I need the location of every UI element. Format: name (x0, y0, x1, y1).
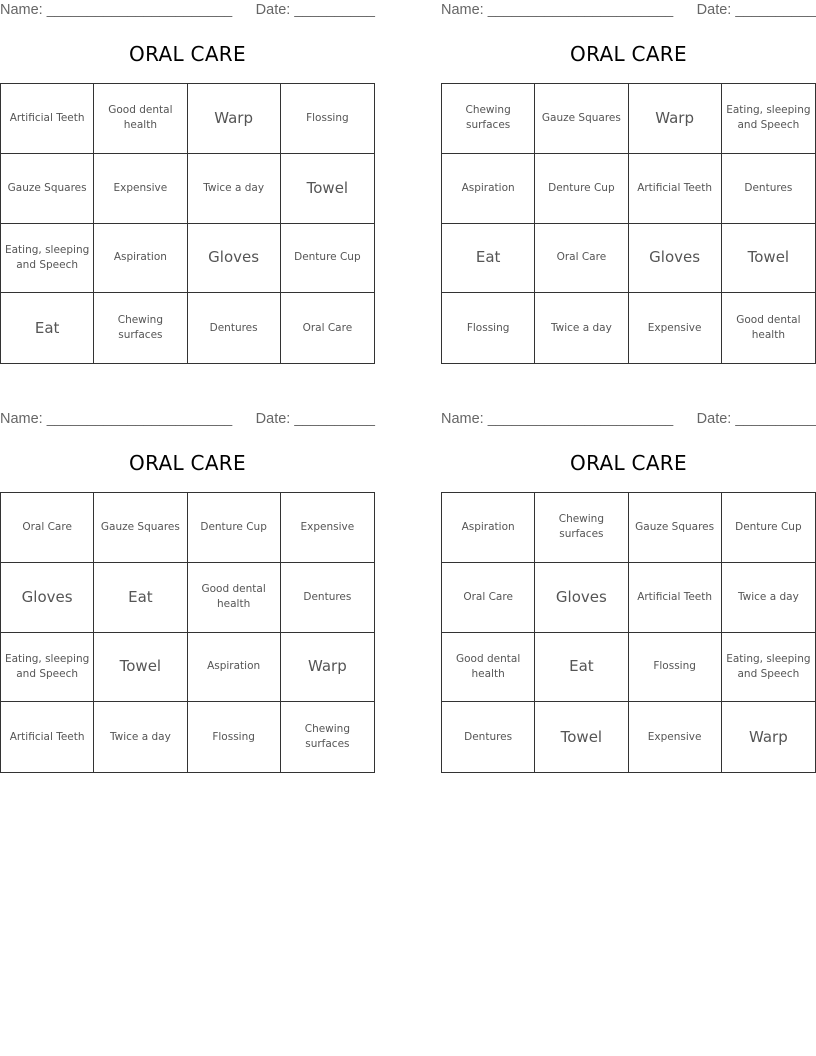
date-field: Date: __________ (255, 2, 375, 18)
bingo-grid (441, 83, 816, 364)
date-field: Date: __________ (255, 411, 375, 427)
bingo-cell: Towel (535, 702, 628, 772)
name-field: Name: _______________________ (441, 2, 674, 18)
bingo-cell: Chewing surfaces (535, 493, 628, 563)
card-title: ORAL CARE (570, 42, 687, 66)
bingo-cell: Twice a day (188, 154, 281, 224)
bingo-cell: Gloves (1, 563, 94, 633)
bingo-cell: Artificial Teeth (629, 563, 722, 633)
bingo-cell: Artificial Teeth (629, 154, 722, 224)
card-title: ORAL CARE (129, 451, 246, 475)
bingo-cell: Gauze Squares (94, 493, 187, 563)
bingo-cell: Warp (281, 633, 374, 703)
bingo-cell: Oral Care (1, 493, 94, 563)
bingo-cell: Oral Care (442, 563, 535, 633)
bingo-cell: Flossing (281, 84, 374, 154)
bingo-cell: Dentures (188, 293, 281, 363)
bingo-grid (441, 492, 816, 773)
bingo-cell: Gauze Squares (535, 84, 628, 154)
bingo-cell: Warp (748, 727, 788, 746)
bingo-cell: Aspiration (442, 493, 535, 563)
bingo-cell: Oral Care (302, 321, 353, 334)
bingo-cell: Artificial Teeth (1, 702, 94, 772)
bingo-cell: Expensive (629, 702, 722, 772)
bingo-cell: Good dental health (736, 314, 801, 342)
card-header (0, 0, 375, 22)
bingo-cell: Dentures (281, 563, 374, 633)
bingo-cell: Warp (629, 84, 722, 154)
card-header (0, 409, 375, 431)
bingo-cell: Aspiration (188, 633, 281, 703)
bingo-cell: Warp (188, 84, 281, 154)
bingo-cell: Chewing surfaces (442, 84, 535, 154)
date-field: Date: __________ (696, 411, 816, 427)
bingo-cell: Eat (1, 293, 94, 363)
bingo-grid (0, 83, 375, 364)
bingo-cell: Gauze Squares (629, 493, 722, 563)
bingo-cell: Flossing (188, 702, 281, 772)
bingo-cell: Twice a day (94, 702, 187, 772)
bingo-cell: Twice a day (535, 293, 628, 363)
bingo-cell: Twice a day (722, 563, 815, 633)
card-title: ORAL CARE (570, 451, 687, 475)
bingo-cell: Towel (722, 224, 815, 294)
bingo-card (441, 0, 816, 342)
bingo-cell: Expensive (281, 493, 374, 563)
bingo-cell: Chewing surfaces (94, 293, 187, 363)
bingo-cell: Flossing (442, 293, 535, 363)
card-header (441, 0, 816, 22)
bingo-card (441, 409, 816, 746)
bingo-cell: Eat (442, 224, 535, 294)
bingo-cell: Gloves (535, 563, 628, 633)
bingo-cell: Gloves (188, 224, 281, 294)
bingo-cell: Artificial Teeth (1, 84, 94, 154)
bingo-cell: Aspiration (442, 154, 535, 224)
bingo-cell: Oral Care (535, 224, 628, 294)
name-field: Name: _______________________ (0, 411, 233, 427)
bingo-cell: Good dental health (94, 84, 187, 154)
bingo-cell: Aspiration (94, 224, 187, 294)
bingo-cell: Flossing (629, 633, 722, 703)
bingo-cell: Chewing surfaces (304, 723, 351, 751)
bingo-cell: Eat (535, 633, 628, 703)
bingo-cell: Eating, sleeping and Speech (1, 224, 94, 294)
card-header (441, 409, 816, 431)
bingo-cell: Dentures (442, 702, 535, 772)
bingo-cell: Eating, sleeping and Speech (1, 633, 94, 703)
bingo-cell: Gauze Squares (1, 154, 94, 224)
name-field: Name: _______________________ (441, 411, 674, 427)
card-title: ORAL CARE (129, 42, 246, 66)
bingo-card (0, 0, 375, 342)
bingo-cell: Eating, sleeping and Speech (722, 633, 815, 703)
bingo-cell: Eat (94, 563, 187, 633)
bingo-cell: Expensive (629, 293, 722, 363)
bingo-cell: Denture Cup (188, 493, 281, 563)
bingo-cell: Denture Cup (535, 154, 628, 224)
bingo-card (0, 409, 375, 751)
bingo-cell: Gloves (629, 224, 722, 294)
bingo-cell: Dentures (722, 154, 815, 224)
date-field: Date: __________ (696, 2, 816, 18)
bingo-cell: Eating, sleeping and Speech (722, 84, 815, 154)
name-field: Name: _______________________ (0, 2, 233, 18)
bingo-cell: Denture Cup (281, 224, 374, 294)
bingo-cell: Towel (281, 154, 374, 224)
bingo-cell: Expensive (94, 154, 187, 224)
bingo-cell: Good dental health (188, 563, 281, 633)
bingo-cell: Denture Cup (722, 493, 815, 563)
bingo-grid (0, 492, 375, 773)
bingo-cell: Towel (94, 633, 187, 703)
bingo-cell: Good dental health (442, 633, 535, 703)
